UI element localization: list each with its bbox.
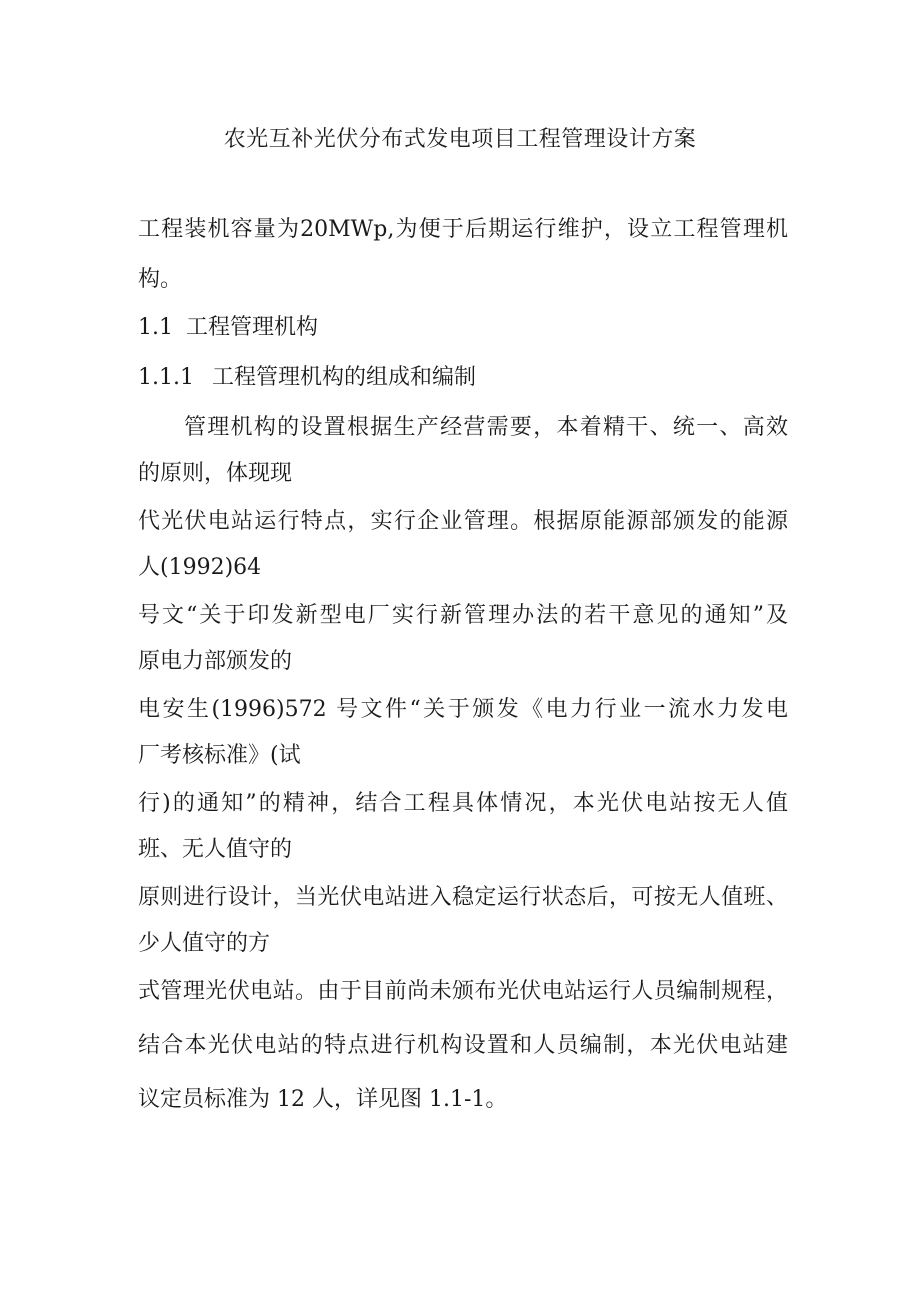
section-title: 工程管理机构 [186, 315, 319, 340]
body-line: 班、无人值守的 [138, 837, 293, 862]
section-heading-1-1-1 [138, 360, 788, 396]
body-line: 式管理光伏电站。由于目前尚未颁布光伏电站运行人员编制规程， [138, 979, 788, 1004]
body-line: 管理机构的设置根据生产经营需要，本着精干、统一、高效 [184, 415, 788, 440]
intro-line: 构。 [138, 267, 183, 292]
section-title: 工程管理机构的组成和编制 [212, 365, 477, 390]
body-line: 少人值守的方 [138, 931, 271, 956]
document-title: 农光互补光伏分布式发电项目工程管理设计方案 [223, 127, 697, 152]
section-number: 1.1 [138, 315, 173, 340]
intro-line: 工程装机容量为20MWp,为便于后期运行维护，设立工程管理机 [138, 217, 788, 242]
body-line: 人(1992)64 [138, 555, 262, 580]
body-line: 电安生(1996)572 号文件“关于颁发《电力行业一流水力发电 [138, 697, 788, 722]
body-line: 号文“关于印发新型电厂实行新管理办法的若干意见的通知”及 [138, 603, 788, 628]
body-line: 原则进行设计，当光伏电站进入稳定运行状态后，可按无人值班、 [138, 885, 788, 910]
body-line: 代光伏电站运行特点，实行企业管理。根据原能源部颁发的能源 [138, 509, 788, 534]
section-number: 1.1.1 [138, 365, 194, 390]
body-line: 原电力部颁发的 [138, 649, 293, 674]
body-line: 议定员标准为 12 人，详见图 1.1-1。 [138, 1087, 508, 1112]
body-line: 行)的通知”的精神，结合工程具体情况，本光伏电站按无人值 [138, 791, 788, 816]
body-line: 厂考核标准》(试 [138, 743, 301, 768]
body-line: 结合本光伏电站的特点进行机构设置和人员编制，本光伏电站建 [138, 1033, 788, 1058]
section-heading-1-1 [138, 310, 788, 346]
body-line: 的原则，体现现 [138, 461, 293, 486]
